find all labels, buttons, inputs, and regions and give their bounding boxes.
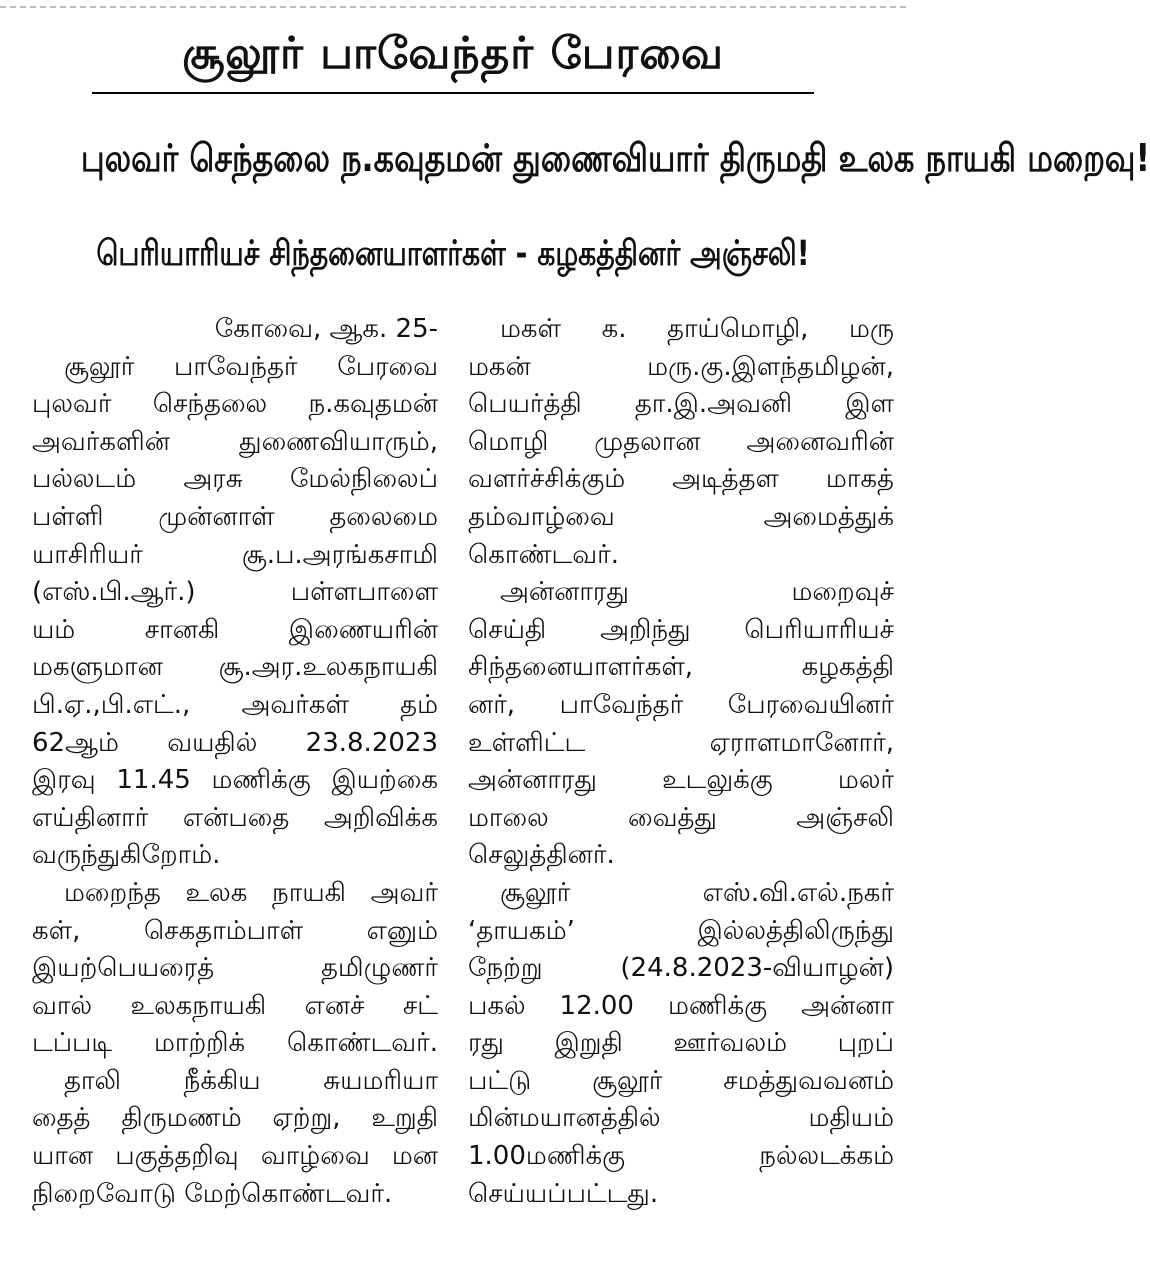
subheadline: பெரியாரியச் சிந்தனையாளர்கள் - கழகத்தினர் அஞ்சலி!	[96, 234, 810, 274]
text-line: யம் சானகி இணையரின்	[32, 614, 438, 645]
organization-heading: சூலூர் பாவேந்தர் பேரவை	[182, 28, 724, 79]
text-line: நிறைவோடு மேற்கொண்டவர்.	[32, 1178, 393, 1209]
text-line: அன்னாரது மறைவுச்	[500, 577, 894, 608]
text-line: அன்னாரது உடலுக்கு மலர்	[468, 765, 894, 796]
text-line: சூலூர் எஸ்.வி.எல்.நகர்	[500, 877, 894, 908]
text-line: பகல் 12.00 மணிக்கு அன்னா	[468, 990, 894, 1021]
text-line: செய்யப்பட்டது.	[468, 1178, 659, 1209]
headline: புலவர் செந்தலை ந.கவுதமன் துணைவியார் திருமதி உலக நாயகி மறைவு!	[80, 136, 1150, 180]
text-line: யான பகுத்தறிவு வாழ்வை மன	[32, 1141, 438, 1172]
heading-divider	[92, 92, 814, 94]
text-line: வளர்ச்சிக்கும் அடித்தள மாகத்	[468, 464, 894, 495]
text-line: மகன் மரு.கு.இளந்தமிழன்,	[468, 351, 894, 382]
text-line: பள்ளி முன்னாள் தலைமை	[32, 501, 438, 532]
text-line: மின்மயானத்தில் மதியம்	[468, 1103, 894, 1134]
text-line: 62ஆம் வயதில் 23.8.2023	[32, 727, 438, 758]
text-line: இயற்பெயரைத் தமிழுணர்	[32, 953, 438, 984]
text-line: அவர்களின் துணைவியாரும்,	[32, 426, 438, 457]
text-line: இரவு 11.45 மணிக்கு இயற்கை	[32, 765, 438, 796]
top-dashed-rule	[0, 6, 906, 8]
text-line: உள்ளிட்ட ஏராளமானோர்,	[468, 727, 894, 758]
text-line: பல்லடம் அரசு மேல்நிலைப்	[32, 464, 438, 495]
text-line: மறைந்த உலக நாயகி அவர்	[64, 877, 438, 908]
text-line: பட்டு சூலூர் சமத்துவவனம்	[468, 1065, 894, 1096]
text-line: நேற்று (24.8.2023-வியாழன்)	[468, 953, 894, 984]
dateline: கோவை, ஆக. 25-	[214, 314, 438, 344]
text-line: மகள் க. தாய்மொழி, மரு	[500, 314, 894, 344]
text-line: பெயர்த்தி தா.இ.அவனி இள	[468, 389, 894, 420]
text-line: மாலை வைத்து அஞ்சலி	[468, 802, 894, 833]
text-line: கொண்டவர்.	[468, 539, 619, 570]
text-line: தம்வாழ்வை அமைத்துக்	[468, 501, 894, 532]
text-line: ‘தாயகம்’ இல்லத்திலிருந்து	[468, 915, 894, 946]
text-line: புலவர் செந்தலை ந.கவுதமன்	[32, 389, 438, 420]
text-line: தாலி நீக்கிய சுயமரியா	[64, 1065, 438, 1096]
text-line: னர், பாவேந்தர் பேரவையினர்	[468, 689, 894, 720]
text-line: செலுத்தினர்.	[468, 840, 615, 871]
text-line: ரது இறுதி ஊர்வலம் புறப்	[468, 1028, 894, 1059]
text-line: மகளுமான சூ.அர.உலகநாயகி	[32, 652, 438, 683]
text-line: டப்படி மாற்றிக் கொண்டவர்.	[32, 1028, 438, 1059]
text-line: யாசிரியர் சூ.ப.அரங்கசாமி	[32, 539, 438, 570]
text-line: எய்தினார் என்பதை அறிவிக்க	[32, 802, 438, 833]
text-line: பி.ஏ.,பி.எட்., அவர்கள் தம்	[32, 689, 438, 720]
article-right-column	[468, 311, 894, 1213]
text-line: வால் உலகநாயகி எனச் சட்	[32, 990, 438, 1021]
text-line: தைத் திருமணம் ஏற்று, உறுதி	[32, 1103, 438, 1134]
text-line: செய்தி அறிந்து பெரியாரியச்	[468, 614, 894, 645]
text-line: சூலூர் பாவேந்தர் பேரவை	[64, 351, 438, 382]
article-left-column	[32, 311, 438, 1213]
text-line: வருந்துகிறோம்.	[32, 840, 221, 871]
text-line: (எஸ்.பி.ஆர்.) பள்ளபாளை	[32, 577, 438, 608]
text-line: சிந்தனையாளர்கள், கழகத்தி	[468, 652, 894, 683]
text-line: கள், செகதாம்பாள் எனும்	[32, 915, 438, 946]
text-line: மொழி முதலான அனைவரின்	[468, 426, 894, 457]
text-line: 1.00மணிக்கு நல்லடக்கம்	[468, 1141, 894, 1172]
